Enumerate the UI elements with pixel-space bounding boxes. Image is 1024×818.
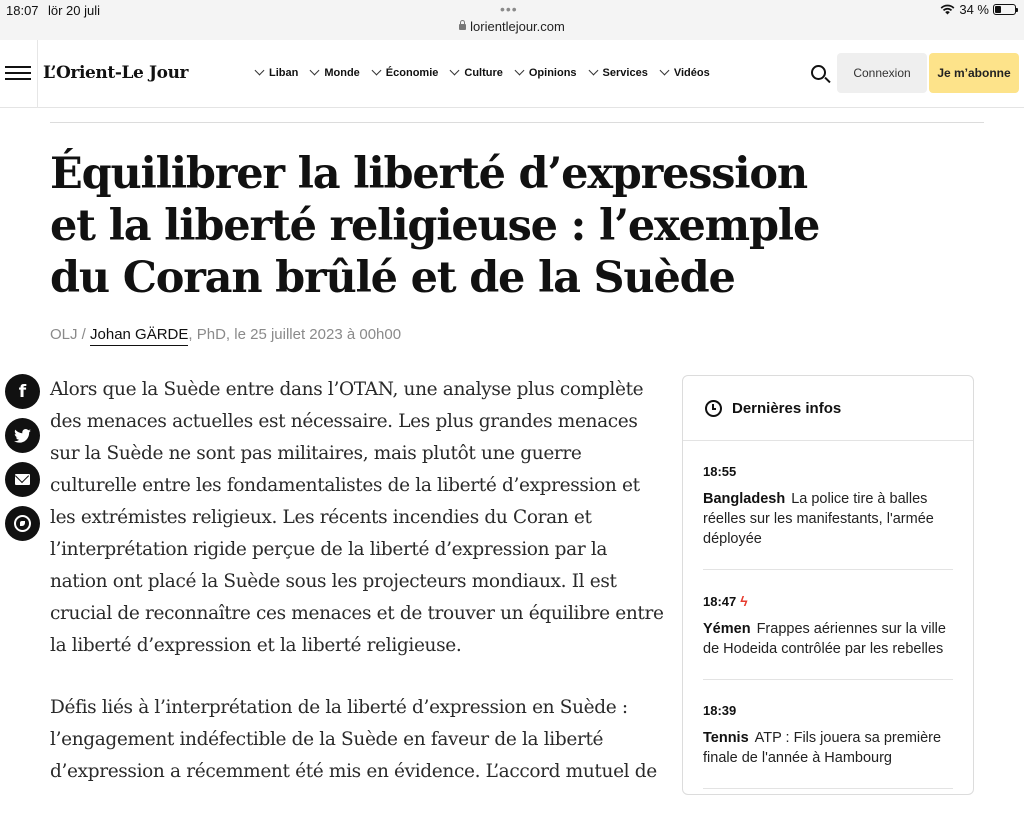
news-tag: Tennis (703, 730, 749, 746)
whatsapp-icon[interactable] (5, 506, 40, 541)
news-headline: ATP : Fils jouera sa première finale de l'année à Hambourg (703, 730, 942, 766)
article-headline: Équilibrer la liberté d’expression et la liberté religieuse : l’exemple du Coran brûlé et de la Suède (50, 149, 820, 303)
more-dots-icon[interactable]: ••• (500, 1, 518, 17)
battery-icon (993, 4, 1016, 15)
article-paragraph: Défis liés à l’interprétation de la liberté d’expression en Suède : l’engagement indéfectible de la Suède en faveur de la liberté d’expression a récemment été mis en évidence. L’accord mutuel de (50, 697, 657, 782)
nav-item-monde[interactable]: Monde (311, 67, 359, 79)
latest-news-panel (682, 375, 974, 795)
nav-item-videos[interactable]: Vidéos (661, 67, 710, 79)
news-time: 18:47 (703, 593, 737, 609)
nav-item-culture[interactable]: Culture (451, 67, 503, 79)
status-indicators (940, 2, 1016, 17)
login-button[interactable]: Connexion (837, 53, 927, 93)
article-paragraph: Alors que la Suède entre dans l’OTAN, une analyse plus complète des menaces actuelles est nécessaire. Les plus grandes menaces sur la Suède ne sont pas militaires, mais plutôt une guerre culturelle entre les fondamentalistes de la liberté d’expression et les extrémistes religieux. Les récents incendies du Coran et l’interprétation rigide perçue de la liberté d’expression par la nation ont placé la Suède sous les projecteurs mondiaux. Il est crucial de reconnaître ces menaces et de trouver un équilibre entre la liberté d’expression et la liberté religieuse. (50, 379, 664, 656)
news-time: 18:55 (703, 464, 737, 479)
share-rail (5, 374, 40, 541)
twitter-icon[interactable] (5, 418, 40, 453)
facebook-icon[interactable]: f (5, 374, 40, 409)
news-time: 18:39 (703, 703, 737, 718)
chevron-down-icon (659, 65, 669, 75)
author-link[interactable]: Johan GÄRDE (90, 326, 188, 346)
news-item[interactable] (703, 441, 953, 570)
email-icon[interactable] (5, 462, 40, 497)
news-item[interactable] (703, 570, 953, 680)
subscribe-button[interactable]: Je m’abonne (929, 53, 1019, 93)
news-headline: Frappes aériennes sur la ville de Hodeida contrôlée par les rebelles (703, 621, 946, 657)
search-icon[interactable] (810, 64, 832, 86)
latest-news-title: Dernières infos (732, 399, 842, 417)
nav-item-opinions[interactable]: Opinions (516, 67, 577, 79)
article-body (50, 374, 665, 818)
address-bar[interactable] (0, 19, 1024, 34)
chevron-down-icon (450, 65, 460, 75)
chevron-down-icon (371, 65, 381, 75)
header-divider (37, 40, 38, 108)
byline-date: , PhD, le 25 juillet 2023 à 00h00 (188, 326, 402, 343)
site-logo[interactable]: L’Orient-Le Jour (43, 63, 189, 83)
lightning-icon: ϟ (740, 593, 748, 609)
clock-icon (705, 400, 722, 417)
battery-percent: 34 % (959, 2, 989, 17)
chevron-down-icon (255, 65, 265, 75)
article-byline (50, 326, 401, 343)
chevron-down-icon (514, 65, 524, 75)
nav-item-services[interactable]: Services (590, 67, 648, 79)
chevron-down-icon (310, 65, 320, 75)
news-tag: Yémen (703, 621, 751, 637)
latest-news-list (683, 441, 973, 789)
byline-source: OLJ / (50, 326, 91, 343)
url-text: lorientlejour.com (470, 19, 565, 34)
news-headline: La police tire à balles réelles sur les manifestants, l'armée déployée (703, 491, 934, 547)
ios-status-bar (0, 0, 1024, 40)
latest-news-header (683, 376, 973, 441)
chevron-down-icon (588, 65, 598, 75)
status-time: 18:07 (6, 3, 39, 18)
main-nav (256, 67, 710, 79)
menu-hamburger-icon[interactable] (5, 66, 31, 82)
news-item[interactable] (703, 680, 953, 789)
status-date: lör 20 juli (48, 3, 101, 18)
lock-icon (459, 24, 466, 30)
content-divider (50, 122, 984, 123)
news-tag: Bangladesh (703, 491, 786, 507)
site-header (0, 40, 1024, 108)
wifi-icon (940, 4, 955, 15)
nav-item-economie[interactable]: Économie (373, 67, 439, 79)
nav-item-liban[interactable]: Liban (256, 67, 298, 79)
